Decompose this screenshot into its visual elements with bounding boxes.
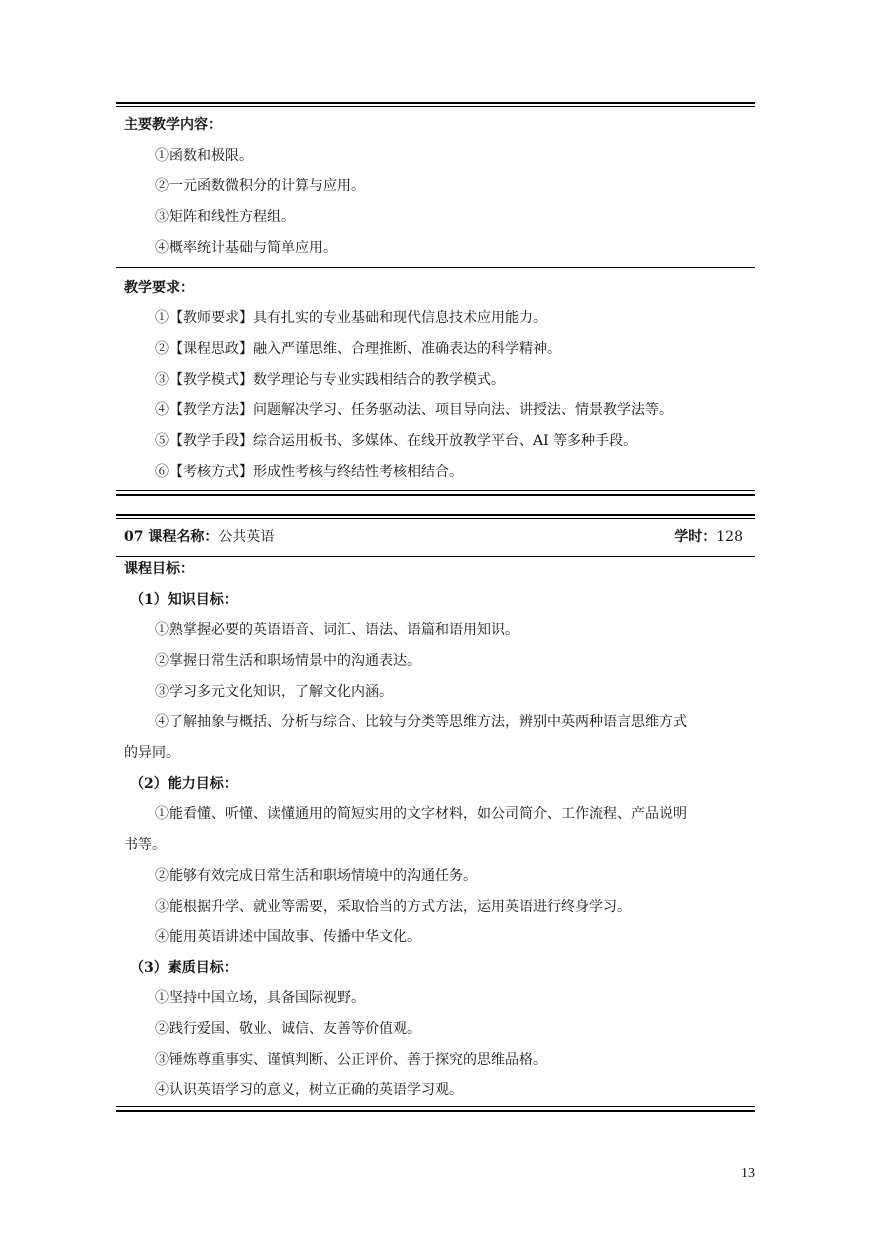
requirement-item: ④【教学方法】问题解决学习、任务驱动法、项目导向法、讲授法、情景教学法等。 (155, 402, 673, 418)
course-name (124, 528, 274, 546)
course-header-divider (116, 556, 755, 557)
course-end-rule-thick (116, 1110, 755, 1112)
section-divider (116, 267, 755, 268)
top-rule-inner (116, 106, 755, 107)
course-hours (674, 528, 743, 546)
hours-label: 学时： (674, 529, 717, 545)
hours-value: 128 (716, 529, 743, 545)
page-number: 13 (741, 1166, 755, 1181)
content-item: ④概率统计基础与简单应用。 (155, 240, 337, 256)
quality-item: ④认识英语学习的意义，树立正确的英语学习观。 (155, 1082, 463, 1098)
top-rule (116, 102, 755, 104)
requirements-heading: 教学要求： (124, 280, 194, 296)
quality-item: ③锤炼尊重事实、谨慎判断、公正评价、善于探究的思维品格。 (155, 1052, 547, 1068)
knowledge-item: ④了解抽象与概括、分析与综合、比较与分类等思维方法，辨别中英两种语言思维方式 (155, 714, 687, 730)
knowledge-item: ①熟掌握必要的英语语音、词汇、语法、语篇和语用知识。 (155, 622, 519, 638)
knowledge-item: ②掌握日常生活和职场情景中的沟通表达。 (155, 653, 421, 669)
content-item: ②一元函数微积分的计算与应用。 (155, 178, 365, 194)
ability-item: ②能够有效完成日常生活和职场情境中的沟通任务。 (155, 868, 477, 884)
ability-item: ①能看懂、听懂、读懂通用的简短实用的文字材料，如公司简介、工作流程、产品说明 (155, 806, 687, 822)
ability-item-continued: 书等。 (124, 837, 166, 853)
ability-heading: （2）能力目标： (130, 776, 238, 792)
requirement-item: ②【课程思政】融入严谨思维、合理推断、准确表达的科学精神。 (155, 341, 561, 357)
content-heading: 主要教学内容： (124, 117, 222, 133)
course-end-rule (116, 1106, 755, 1107)
knowledge-item-continued: 的异同。 (124, 745, 180, 761)
ability-item: ③能根据升学、就业等需要，采取恰当的方式方法，运用英语进行终身学习。 (155, 899, 631, 915)
course-name-label: 07 课程名称： (124, 529, 219, 545)
requirement-item: ③【教学模式】数学理论与专业实践相结合的教学模式。 (155, 372, 505, 388)
ability-item: ④能用英语讲述中国故事、传播中华文化。 (155, 929, 421, 945)
course-top-rule-inner (116, 518, 755, 519)
content-item: ①函数和极限。 (155, 148, 253, 164)
requirement-item: ⑤【教学手段】综合运用板书、多媒体、在线开放教学平台、AI 等多种手段。 (155, 433, 638, 449)
course-name-value: 公共英语 (218, 529, 275, 545)
quality-heading: （3）素质目标： (130, 960, 238, 976)
course-top-rule (116, 514, 755, 516)
quality-item: ②践行爱国、敬业、诚信、友善等价值观。 (155, 1021, 421, 1037)
section-end-rule (116, 490, 755, 491)
content-item: ③矩阵和线性方程组。 (155, 209, 295, 225)
goal-heading: 课程目标： (124, 561, 194, 577)
section-end-rule-thick (116, 494, 755, 496)
requirement-item: ①【教师要求】具有扎实的专业基础和现代信息技术应用能力。 (155, 310, 547, 326)
requirement-item: ⑥【考核方式】形成性考核与终结性考核相结合。 (155, 464, 463, 480)
knowledge-item: ③学习多元文化知识，了解文化内涵。 (155, 684, 393, 700)
knowledge-heading: （1）知识目标： (130, 592, 238, 608)
quality-item: ①坚持中国立场，具备国际视野。 (155, 990, 365, 1006)
